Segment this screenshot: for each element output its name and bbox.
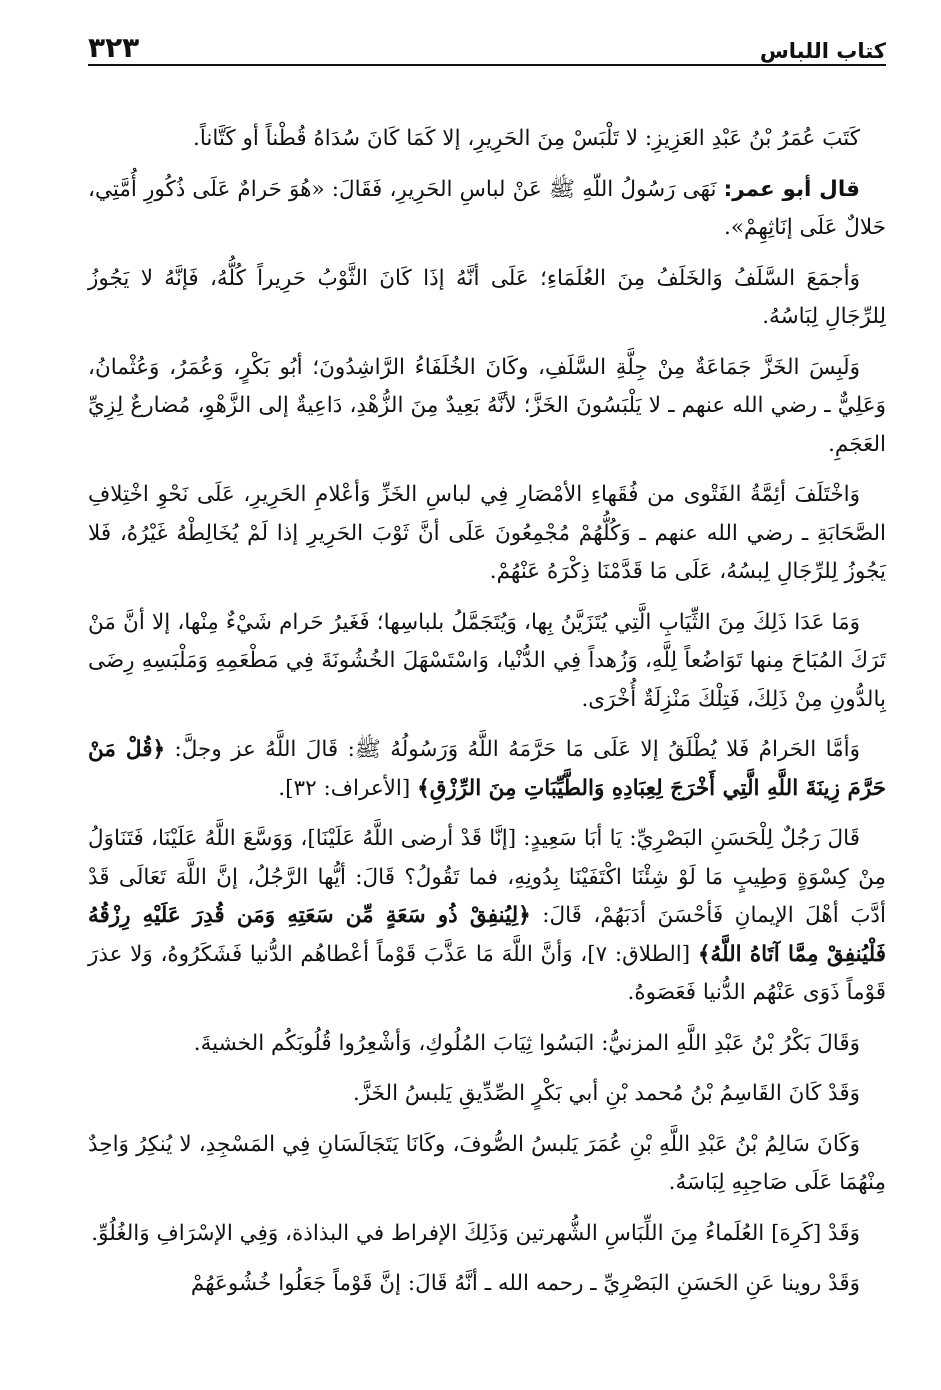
page-body (88, 120, 886, 1304)
paragraph-text: وَكَانَ سَالِمُ بْنُ عَبْدِ اللَّهِ بْنِ عُمَرَ يَلبسُ الصُّوفَ، وكَانَا يَتَجَالَسَانِ فِي المَسْجِدِ، لا يُنكِرُ وَاحِدٌ مِنْهُمَا عَلَى صَاحِبِهِ لِبَاسَهُ. (88, 1131, 886, 1195)
page-header (88, 22, 886, 66)
paragraph-12 (88, 1215, 886, 1254)
paragraph-7 (88, 731, 886, 808)
paragraph-text: وَقَدْ [كَرِهَ] العُلَماءُ مِنَ اللِّبَاسِ الشُّهرتين وَذَلِكَ الإفراط في البذاذة، وَفِي الإسْرَافِ وَالغُلُوِّ. (91, 1220, 860, 1246)
paragraph-13 (88, 1265, 886, 1304)
quran-verse: ﴿قُلْ مَنْ حَرَّمَ زِينَةَ اللَّهِ الَّتِي أَخْرَجَ لِعِبَادِهِ وَالطَّيِّبَاتِ مِنَ الرِّزْقِ﴾ (88, 737, 886, 801)
paragraph-11 (88, 1126, 886, 1203)
paragraph-text: وَقَالَ بَكْرُ بْنُ عَبْدِ اللَّهِ المزنيُّ: البَسُوا ثِيَابَ المُلُوكِ، وَأشْعِرُوا قُلُوبَكُم الخشيةَ. (193, 1030, 860, 1056)
paragraph-text: قَالَ رَجُلٌ لِلْحَسَنِ البَصْرِيِّ: يَا أبَا سَعِيدٍ: [إنَّا قَدْ أرضى اللَّهُ عَلَيْنَا]، وَوَسَّعَ اللَّهُ عَلَيْنَا، فَتَنَاوَلُ مِنْ كِسْوَةٍ وَطِيبٍ مَا لَوْ شِئْنَا اكْتَفَيْنَا بِدُونِهِ، فما تَقُولُ؟ قَالَ: أيُّها الرَّجُلُ، إنَّ اللَّهَ تَعَالَى قَدْ أدَّبَ أهْلَ الإيمانِ فَأحْسَنَ أدَبَهُمْ، قَالَ: (88, 826, 886, 928)
paragraph-4 (88, 349, 886, 465)
paragraph-text: وَلَبِسَ الخَزَّ جَمَاعَةٌ مِنْ جِلَّةِ السَّلَفِ، وكَانَ الخُلَفَاءُ الرَّاشِدُونَ؛ أبُو بَكْرٍ، وَعُمَرُ، وَعُثْمانُ، وَعَلِيٌّ ـ رضي الله عنهم ـ لا يَلْبَسُونَ الخَزَّ؛ لأنَّهُ بَعِيدٌ مِنَ الزُّهْدِ، دَاعِيةٌ إلى الزَّهْوِ، مُضارعٌ لِزِيِّ العَجَمِ. (88, 354, 886, 457)
chapter-title: كتاب اللباس (759, 39, 886, 63)
paragraph-3 (88, 260, 886, 337)
quran-verse: ﴿لِيُنفِقْ ذُو سَعَةٍ مِّن سَعَتِهِ وَمَن قُدِرَ عَلَيْهِ رِزْقُهُ فَلْيُنفِقْ مِمَّا آتَاهُ اللَّهُ﴾ (88, 903, 887, 967)
paragraph-text: وَمَا عَدَا ذَلِكَ مِنَ الثِّيَابِ الَّتِي يُتَزَيَّنُ بِها، وَيُتَجَمَّلُ بلباسِها؛ فَغَيرُ حَرام شَيْءٌ مِنْها، إلا أنَّ مَنْ تَرَكَ المُبَاحَ مِنها تَوَاضُعاً لِلَّهِ، وَزُهداً فِي الدُّنْيا، وَاسْتَسْهَلَ الخُشُونَةَ فِي مَطْعَمِهِ وَمَلْبَسِهِ رِضَى بِالدُّونِ مِنْ ذَلِكَ، فَتِلْكَ مَنْزِلَةٌ أُخْرَى. (88, 609, 886, 712)
paragraph-text: وَأمَّا الحَرامُ فَلا يُطْلَقُ إلا عَلَى مَا حَرَّمَهُ اللَّهُ وَرَسُولُهُ ﷺ: قَالَ اللَّهُ عز وجلَّ: (174, 737, 860, 762)
paragraph-6 (88, 604, 886, 720)
paragraph-lead: قال أبو عمر: (723, 176, 860, 202)
paragraph-text: كَتَبَ عُمَرُ بْنُ عَبْدِ العَزِيزِ: لا تَلْبَسْ مِنَ الحَرِيرِ، إلا كَمَا كَانَ سُدَاهُ قُطْناً أو كَتَّاناً. (193, 126, 860, 151)
paragraph-5 (88, 476, 886, 592)
verse-reference: [الأعراف: ٣٢]. (278, 775, 411, 801)
paragraph-8 (88, 820, 886, 1013)
paragraph-text: وَقَدْ كَانَ القَاسِمُ بْنُ مُحمد بْنِ أبي بَكْرٍ الصِّدِّيقِ يَلبسُ الخَزَّ. (352, 1081, 860, 1106)
paragraph-1 (88, 120, 886, 159)
paragraph-10 (88, 1075, 886, 1114)
book-page (88, 22, 886, 1372)
page-number: ٣٢٣ (88, 31, 140, 64)
paragraph-tail: [الطلاق: ٧]، وَأنَّ اللَّهَ مَا عَذَّبَ قَوْماً أعْطاهُم الدُّنيا فَشَكَرُوهُ، وَلا عذرَ قَوْماً ذَوَى عَنْهُم الدُّنيا فَعَصَوهُ. (88, 941, 886, 1005)
paragraph-9 (88, 1025, 886, 1064)
paragraph-text: وَأجمَعَ السَّلَفُ وَالخَلَفُ مِنَ العُلَمَاءِ؛ عَلَى أنَّهُ إذَا كَانَ الثَّوْبُ حَرِيراً كُلُّهُ، فَإنَّهُ لا يَجُوزُ لِلرِّجَالِ لِبَاسُهُ. (88, 265, 886, 329)
paragraph-text: وَقَدْ روينا عَنِ الحَسَنِ البَصْرِيِّ ـ رحمه الله ـ أنَّهُ قَالَ: إنَّ قَوْماً جَعَلُوا خُشُوعَهُمْ (190, 1271, 860, 1296)
paragraph-2 (88, 171, 886, 248)
paragraph-text: وَاخْتَلَفَ أئِمَّةُ الفَتْوى من فُقَهاءِ الأمْصَارِ فِي لباسِ الخَزِّ وَأعْلامِ الحَرِيرِ، عَلَى نَحْوِ اخْتِلافِ الصَّحَابَةِ ـ رضي الله عنهم ـ وَكُلُّهُمْ مُجْمِعُونَ عَلَى أنَّ ثَوْبَ الحَرِيرِ إذا لَمْ يُخَالِطْهُ غَيْرُهُ، فَلا يَجُوزُ لِلرِّجَالِ لِبسُهُ، عَلَى مَا قَدَّمْنَا ذِكْرَهُ عَنْهُمْ. (88, 482, 886, 584)
paragraph-text: نَهَى رَسُولُ اللّهِ ﷺ عَنْ لباسِ الحَرِيرِ، فَقَالَ: «هُوَ حَرامٌ عَلَى ذُكُورِ أُمَّتِي، حَلالٌ عَلَى إنَاثِهِمْ». (88, 176, 886, 240)
